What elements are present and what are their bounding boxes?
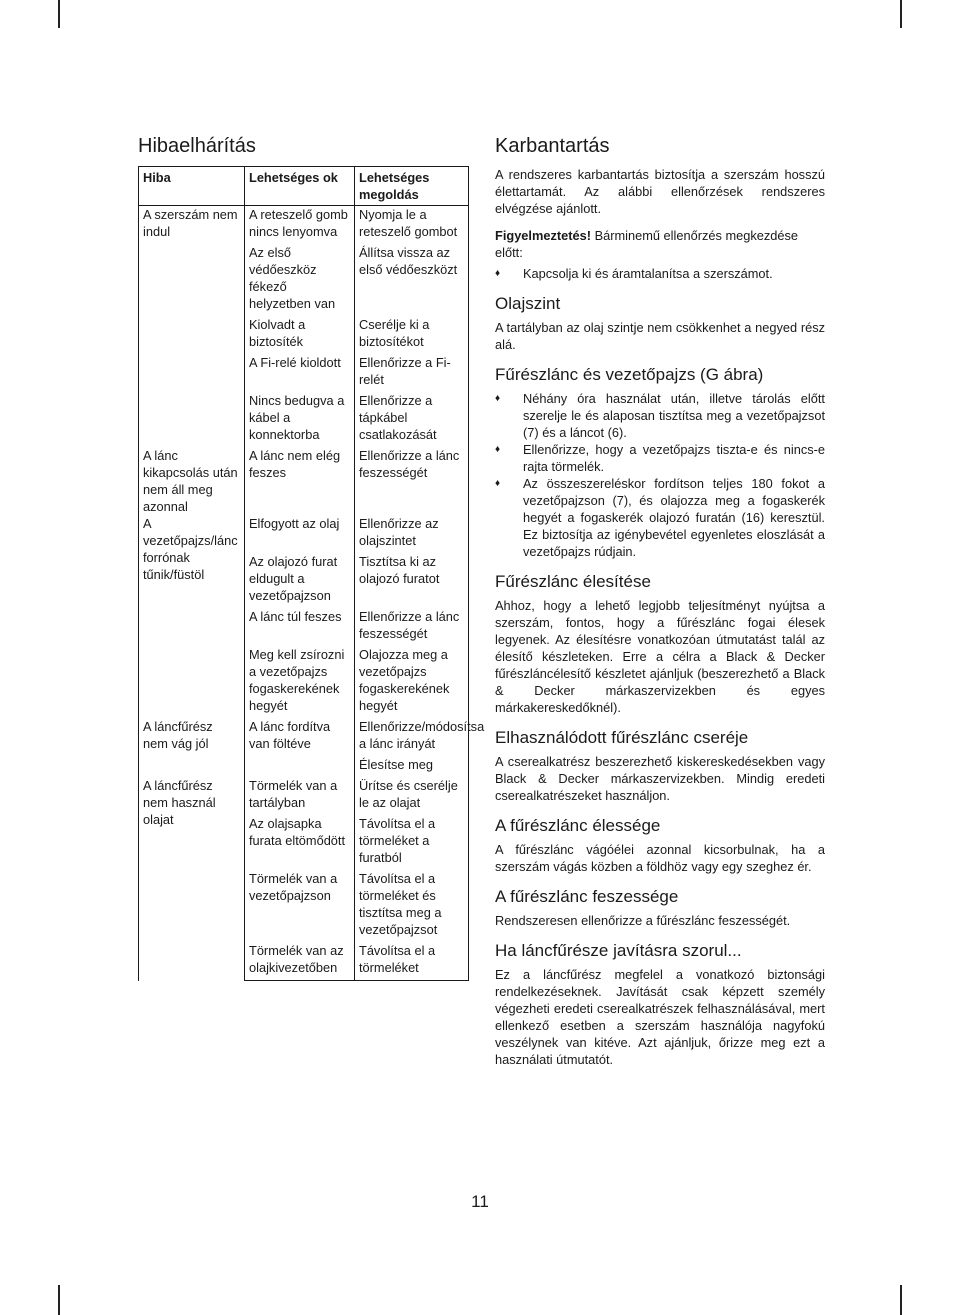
solution-cell: Tisztítsa ki az olajozó furatot (355, 553, 469, 608)
problem-cell: A szerszám nem indul (139, 206, 245, 448)
list-item (495, 475, 825, 560)
chain-bar-bullet: Ellenőrizze, hogy a vezetőpajzs tiszta-e és nincs-e rajta törmelék. (523, 442, 825, 474)
problem-cell: A lánc kikapcsolás után nem áll meg azonnal (139, 447, 245, 515)
cause-cell: Az első védőeszköz fékező helyzetben van (245, 244, 355, 316)
replacement-text: A cserealkatrész beszerezhető kiskereskedésekben vagy Black & Decker márkaszervizekben. Mindig eredeti cserealkatrészeket használjon. (495, 754, 825, 803)
cause-cell: Az olajsapka furata eltömődött (245, 815, 355, 870)
table-body (139, 206, 485, 981)
solution-cell: Távolítsa el a törmeléket a furatból (355, 815, 469, 870)
table-row (139, 777, 469, 815)
sharpness-text: A fűrészlánc vágóélei azonnal kicsorbulnak, ha a szerszám vágás közben a földhöz vagy egy szeghez ér. (495, 842, 825, 874)
list-item (495, 441, 825, 475)
problem-cell: A láncfűrész nem vág jól (139, 718, 245, 777)
chain-bar-title: Fűrészlánc és vezetőpajzs (G ábra) (495, 365, 764, 384)
cause-cell: Törmelék van az olajkivezetőben (245, 942, 355, 981)
troubleshooting-table (138, 166, 485, 981)
maintenance-section (495, 132, 825, 1068)
solution-cell: Állítsa vissza az első védőeszközt (355, 244, 469, 316)
cause-cell: Törmelék van a vezetőpajzson (245, 870, 355, 942)
sharpness-title: A fűrészlánc élessége (495, 816, 661, 835)
cause-cell: A lánc túl feszes (245, 608, 355, 646)
solution-cell: Távolítsa el a törmeléket (355, 942, 469, 981)
solution-cell: Ellenőrizze a Fi-relét (355, 354, 469, 392)
cause-cell: Kiolvadt a biztosíték (245, 316, 355, 354)
solution-cell: Cserélje ki a biztosítékot (355, 316, 469, 354)
header-problem: Hiba (139, 167, 245, 206)
diamond-bullet-icon: ♦ (495, 393, 501, 404)
warning-label: Figyelmeztetés! (495, 228, 592, 243)
diamond-bullet-icon: ♦ (495, 444, 501, 455)
troubleshooting-section (138, 132, 485, 981)
solution-cell: Ellenőrizze a tápkábel csatlakozását (355, 392, 469, 447)
header-cause: Lehetséges ok (245, 167, 355, 206)
tension-text: Rendszeresen ellenőrizze a fűrészlánc feszességét. (495, 913, 791, 928)
cause-cell (245, 756, 355, 777)
table-header-row (139, 167, 469, 206)
header-solution: Lehetséges megoldás (355, 167, 469, 206)
tension-title: A fűrészlánc feszessége (495, 887, 679, 906)
maintenance-title: Karbantartás (495, 135, 610, 157)
oil-level-title: Olajszint (495, 294, 561, 313)
cause-cell: A lánc nem elég feszes (245, 447, 355, 515)
cause-cell: A reteszelő gomb nincs lenyomva (245, 206, 355, 245)
cause-cell: A Fi-relé kioldott (245, 354, 355, 392)
crop-mark (58, 1285, 60, 1315)
chain-bar-bullet: Néhány óra használat után, illetve tárolás előtt szerelje le és alaposan tisztítsa meg a vezetőpajzsot (7) és a láncot (6). (523, 391, 825, 440)
crop-mark (900, 1285, 902, 1315)
solution-cell: Nyomja le a reteszelő gombot (355, 206, 469, 245)
list-item (495, 390, 825, 441)
crop-mark (900, 0, 902, 28)
replacement-title: Elhasználódott fűrészlánc cseréje (495, 728, 749, 747)
maintenance-intro: A rendszeres karbantartás biztosítja a szerszám hosszú élettartamát. Az alábbi ellenőrzések rendszeres elvégzése ajánlott. (495, 167, 825, 216)
chain-bar-list (495, 390, 825, 560)
solution-cell: Élesítse meg (355, 756, 469, 777)
problem-cell: A vezetőpajzs/lánc forrónak tűnik/füstöl (139, 515, 245, 718)
solution-cell: Ellenőrizze a lánc feszességét (355, 447, 469, 515)
cause-cell: Meg kell zsírozni a vezetőpajzs fogaskerekének hegyét (245, 646, 355, 718)
crop-mark (58, 0, 60, 28)
solution-cell: Ellenőrizze a lánc feszességét (355, 608, 469, 646)
cause-cell: A lánc fordítva van föltéve (245, 718, 355, 756)
table-row (139, 206, 469, 245)
warning-bullet-text: Kapcsolja ki és áramtalanítsa a szerszámot. (523, 266, 773, 281)
repair-title: Ha láncfűrésze javításra szorul... (495, 941, 742, 960)
cause-cell: Nincs bedugva a kábel a konnektorba (245, 392, 355, 447)
list-item (495, 265, 825, 282)
solution-cell: Távolítsa el a törmeléket és tisztítsa meg a vezetőpajzsot (355, 870, 469, 942)
chain-bar-bullet: Az összeszereléskor fordítson teljes 180 fokot a vezetőpajzson (7), és olajozza meg a fogaskerék hegyét a fogaskerék olajozó furatán (16) keresztül. Ez biztosítja az igénybevétel egyenletes eloszlását a vezetőpajzs rúdjain. (523, 476, 825, 559)
sharpening-title: Fűrészlánc élesítése (495, 572, 651, 591)
solution-cell: Ellenőrizze az olajszintet (355, 515, 469, 553)
diamond-bullet-icon: ♦ (495, 268, 501, 279)
table-row (139, 447, 469, 515)
page-number: 11 (471, 1192, 489, 1211)
problem-cell: A láncfűrész nem használ olajat (139, 777, 245, 981)
sharpening-text: Ahhoz, hogy a lehető legjobb teljesítményt nyújtsa a szerszám, fontos, hogy a fűrészlánc fogai élesek legyenek. Az élesítésre vonatkozóan útmutatást talál az élesítő készleteken. Erre a célra a Black & Decker fűrészláncélesítő készletet ajánljuk (beszerezhető a Black & Decker márkaszervizekben és egyes márkakereskedőknél). (495, 598, 825, 715)
table-row (139, 515, 469, 553)
cause-cell: Elfogyott az olaj (245, 515, 355, 553)
solution-cell: Ellenőrizze/módosítsa a lánc irányát (355, 718, 469, 756)
solution-cell: Olajozza meg a vezetőpajzs fogaskerekének hegyét (355, 646, 469, 718)
solution-cell: Ürítse és cserélje le az olajat (355, 777, 469, 815)
oil-level-text: A tartályban az olaj szintje nem csökkenhet a negyed rész alá. (495, 320, 825, 352)
table-row (139, 718, 469, 756)
troubleshooting-title: Hibaelhárítás (138, 135, 256, 157)
warning-note (495, 227, 825, 261)
diamond-bullet-icon: ♦ (495, 478, 501, 489)
warning-text: Bárminemű ellenőrzés megkezdése előtt: (495, 228, 798, 260)
cause-cell: Törmelék van a tartályban (245, 777, 355, 815)
cause-cell: Az olajozó furat eldugult a vezetőpajzson (245, 553, 355, 608)
warning-list (495, 265, 825, 282)
repair-text: Ez a láncfűrész megfelel a vonatkozó biztonsági rendelkezéseknek. Javítását csak képzett személy végezheti eredeti cserealkatrészek felhasználásával, mert ellenkező esetben a szerszám használója nagyfokú veszélynek van kitéve. Azt ajánljuk, őrizze meg ezt a használati útmutatót. (495, 967, 825, 1067)
